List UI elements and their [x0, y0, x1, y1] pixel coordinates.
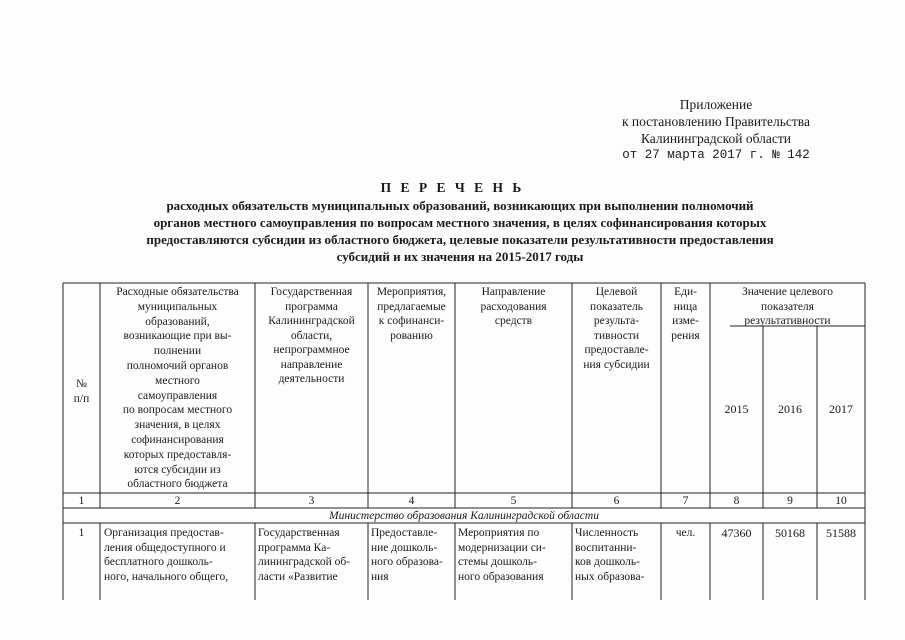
header-measures [368, 285, 455, 343]
row1-direction-line: ного образования [458, 570, 544, 583]
column-number: 6 [613, 495, 620, 507]
header-line: средств [494, 315, 533, 327]
appendix-date-line: от 27 марта 2017 г. № 142 [622, 148, 810, 162]
header-line: софинансирования [131, 433, 224, 446]
row1-measures-line: Предоставле- [371, 527, 438, 539]
column-number: 9 [787, 495, 793, 507]
row1-measures-line: ние дошколь- [371, 541, 438, 554]
header-line: расходования [480, 300, 547, 313]
header-line: возникающие при вы- [123, 330, 232, 343]
row1-indicator-line: ков дошколь- [575, 556, 640, 568]
header-line: которых предоставля- [123, 448, 232, 461]
row1-indicator [575, 526, 660, 584]
header-line: Целевой [595, 286, 638, 298]
column-number: 3 [308, 495, 315, 507]
document-title: П Е Р Е Ч Е Н Ь [380, 180, 525, 195]
row1-value-2017: 51588 [826, 526, 856, 540]
column-number: 2 [174, 495, 181, 507]
header-line: деятельности [278, 373, 345, 385]
header-line: самоуправления [137, 389, 218, 402]
row1-unit: чел. [675, 527, 696, 539]
header-num [63, 377, 100, 406]
header-line: Расходные обязательства [116, 286, 239, 298]
header-line: рения [671, 329, 700, 342]
column-number: 8 [733, 495, 740, 507]
document-subtitle [90, 197, 830, 265]
header-line: тивности [593, 329, 640, 342]
column-number: 4 [408, 495, 415, 507]
row1-obligation-line: бесплатного дошколь- [104, 556, 213, 568]
header-line: области, [290, 329, 333, 342]
subtitle-line-4: субсидий и их значения на 2015-2017 годы [336, 249, 584, 264]
row1-program-line: Государственная [258, 527, 340, 539]
row1-obligation-line: ления общедоступного и [104, 541, 226, 554]
row1-value-2016: 50168 [775, 526, 805, 540]
header-direction [455, 285, 572, 329]
column-number: 1 [78, 495, 85, 507]
header-line: муниципальных [137, 300, 218, 313]
header-line: Калининградской [268, 315, 355, 327]
column-number: 5 [510, 495, 517, 507]
header-line: Государственная [270, 286, 353, 298]
section-title: Министерство образования Калининградской области [329, 510, 599, 522]
header-line: к софинанси- [378, 315, 445, 327]
appendix-line-1: Приложение [679, 97, 753, 112]
row1-indicator-line: Численность [575, 527, 639, 539]
row1-measures-line: ния [371, 570, 389, 583]
row1-measures [371, 526, 454, 584]
row1-indicator-line: ных образова- [575, 570, 645, 583]
header-line: значения, в целях [134, 419, 221, 432]
row1-direction-line: стемы дошколь- [458, 556, 537, 568]
header-line: областного бюджета [127, 478, 228, 491]
row1-direction [458, 526, 570, 584]
row1-program-line: лининградской об- [258, 556, 351, 568]
row1-program [258, 526, 366, 584]
header-line: изме- [672, 315, 699, 327]
header-line: ница [673, 300, 698, 313]
subtitle-line-2: органов местного самоуправления по вопросам местного значения, в целях софинансирования которых [153, 215, 767, 230]
column-number: 7 [682, 495, 689, 507]
row1-obligation [104, 526, 252, 584]
header-line: Мероприятия, [376, 286, 447, 298]
header-obligations [100, 285, 255, 492]
header-line: рованию [390, 329, 433, 342]
subtitle-line-1: расходных обязательств муниципальных образований, возникающих при выполнении полномочий [166, 198, 754, 213]
row1-program-line: программа Ка- [258, 541, 331, 554]
row1-program-line: ласти «Развитие [258, 570, 338, 583]
header-line: результативности [744, 315, 831, 327]
header-line: образований, [145, 315, 210, 328]
header-line: Еди- [674, 286, 697, 298]
header-line: полномочий органов [126, 359, 229, 372]
header-line: ния субсидии [583, 358, 650, 371]
header-line: полнении [153, 345, 202, 358]
header-year-2015: 2015 [724, 402, 749, 416]
subtitle-line-3: предоставляются субсидии из областного бюджета, целевые показатели результативности предоставления [146, 232, 774, 247]
row1-obligation-line: Организация предостав- [104, 527, 224, 539]
row1-obligation-line: ного, начального общего, [104, 570, 229, 583]
header-line: непрограммное [273, 344, 350, 356]
header-line: местного [155, 374, 200, 387]
header-year-2017: 2017 [829, 402, 853, 416]
header-line: программа [285, 300, 338, 313]
header-line: показатель [590, 300, 643, 313]
row1-value-2015: 47360 [721, 526, 752, 540]
header-line: направление [280, 358, 343, 371]
header-line: предлагаемые [377, 300, 446, 313]
row1-measures-line: ного образова- [371, 556, 443, 568]
header-line: показателя [761, 300, 814, 313]
header-value-group [710, 285, 865, 329]
header-line: по вопросам местного [122, 404, 233, 417]
header-line: предоставле- [584, 344, 649, 356]
header-line: ются субсидии из [134, 463, 221, 476]
row1-direction-line: Мероприятия по [458, 527, 540, 539]
row1-num: 1 [78, 527, 85, 539]
header-program [255, 285, 368, 387]
header-unit [661, 285, 710, 343]
header-num-line: п/п [73, 392, 90, 405]
appendix-line-3: Калининградской области [640, 131, 791, 146]
appendix-line-2: к постановлению Правительства [621, 114, 810, 129]
column-number: 10 [835, 495, 847, 507]
header-num-line: № [76, 378, 87, 390]
row1-direction-line: модернизации си- [458, 541, 546, 554]
header-line: Направление [481, 286, 546, 298]
row1-indicator-line: воспитанни- [575, 541, 637, 554]
header-line: Значение целевого [741, 286, 834, 298]
header-indicator [572, 285, 661, 372]
appendix-block [622, 96, 810, 164]
header-year-2016: 2016 [778, 402, 802, 416]
header-line: результа- [593, 315, 640, 327]
